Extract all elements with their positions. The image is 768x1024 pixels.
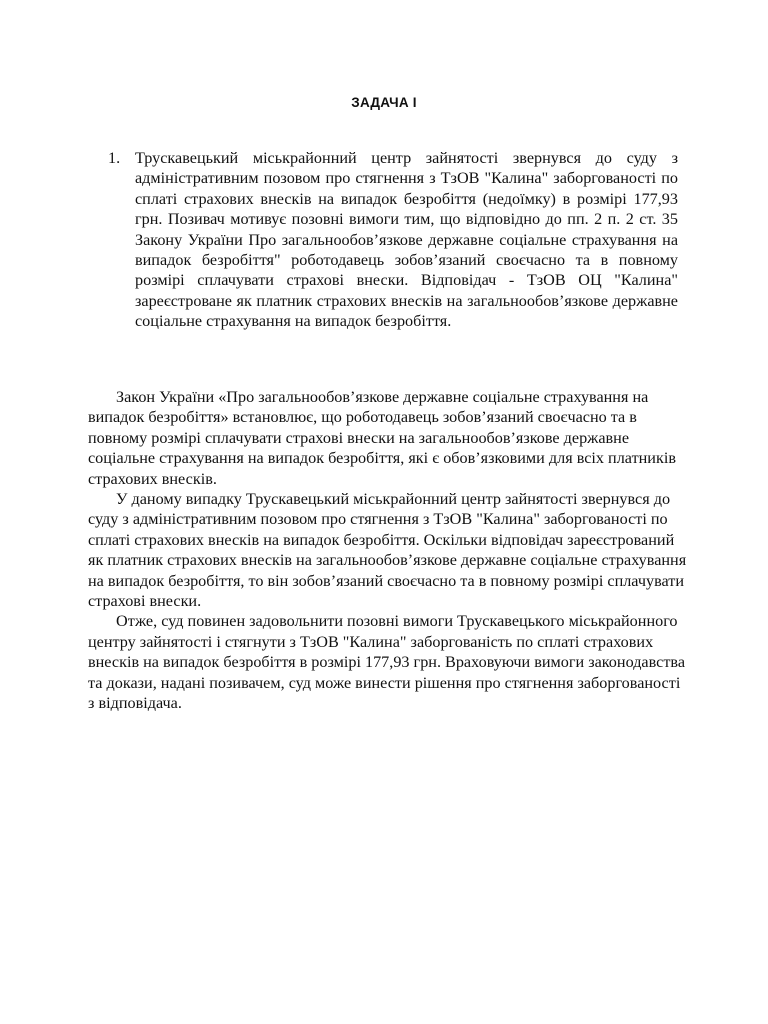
task-list-item (108, 148, 678, 332)
answer-paragraph-law: Закон України «Про загальнообов’язкове державне соціальне страхування на випадок безробіття» встановлює, що роботодавець зобов’язаний своєчасно та в повному розмірі сплачувати страхові внески на загальнообов’язкове державне соціальне страхування на випадок безробіття, які є обов’язковими для всіх платників страхових внесків. (88, 388, 676, 488)
task-number: 1. (108, 149, 121, 167)
document-title: ЗАДАЧА І (351, 95, 417, 110)
task-text: Трускавецький міськрайонний центр зайнятості звернувся до суду з адміністративним позовом про стягнення з ТзОВ "Калина" заборгованості по сплаті страхових внесків на випадок безробіття (недоїмку) в розмірі 177,93 грн. Позивач мотивує позовні вимоги тим, що відповідно до пп. 2 п. 2 ст. 35 Закону України Про загальнообов’язкове державне соціальне страхування на випадок безробіття" роботодавець зобов’язаний своєчасно та в повному розмірі сплачувати страхові внески. Відповідач - ТзОВ ОЦ "Калина" зареєстроване як платник страхових внесків на загальнообов’язкове державне соціальне страхування на випадок безробіття. (135, 149, 678, 331)
answer-paragraph-conclusion: Отже, суд повинен задовольнити позовні вимоги Трускавецького міськрайонного центру зайнятості і стягнути з ТзОВ "Калина" заборгованість по сплаті страхових внесків на випадок безробіття в розмірі 177,93 грн. Враховуючи вимоги законодавства та докази, надані позивачем, суд може винести рішення про стягнення заборгованості з відповідача. (88, 612, 686, 713)
answer-paragraph-case: У даному випадку Трускавецький міськрайонний центр зайнятості звернувся до суду з адміністративним позовом про стягнення з ТзОВ "Калина" заборгованості по сплаті страхових внесків на випадок безробіття. Оскільки відповідач зареєстрований як платник страхових внесків на загальнообов’язкове державне соціальне страхування на випадок безробіття, то він зобов’язаний своєчасно та в повному розмірі сплачувати страхові внески. (88, 490, 687, 611)
answer-section (88, 387, 688, 714)
